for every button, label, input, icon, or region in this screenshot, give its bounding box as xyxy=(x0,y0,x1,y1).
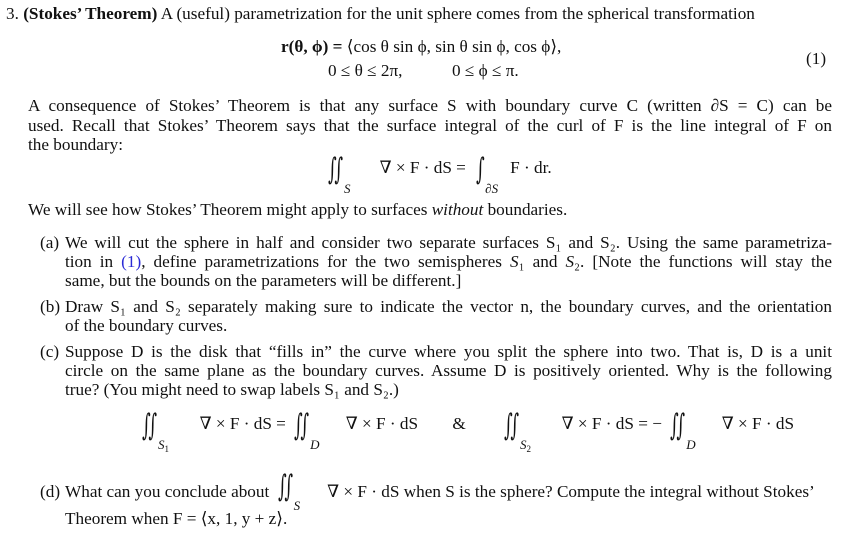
sub-d: D xyxy=(686,436,696,452)
double-integral-symbol: ∫∫ D xyxy=(294,407,320,452)
paragraph-line-2 xyxy=(28,116,832,135)
equation-1-rhs: ⟨cos θ sin ϕ, sin θ sin ϕ, cos ϕ⟩, xyxy=(346,37,562,56)
sub-s1: $S_1$ xyxy=(158,436,169,454)
double-integral-symbol: ∫∫ $S_2$ xyxy=(504,407,532,454)
part-a-line-1 xyxy=(65,233,832,252)
problem-title: (Stokes’ Theorem) xyxy=(23,4,158,23)
double-integral-symbol: ∫∫ $S_1$ xyxy=(142,407,169,454)
equation-1-lhs: r(θ, ϕ) = xyxy=(281,37,343,56)
double-integral-symbol: ∫∫ S xyxy=(328,151,351,196)
part-c-line-2 xyxy=(65,361,832,380)
part-c-line-1-text: Suppose D is the disk that “fills in” the curve where you split the sphere into two. That is, D is a unit xyxy=(65,342,832,361)
part-c-eq-right2: ∇ × F · dS xyxy=(721,414,795,433)
stokes-integrand-right: F · dr. xyxy=(510,158,552,177)
part-a-line-2 xyxy=(65,252,832,271)
part-c-eq-left2: ∇ × F · dS = − xyxy=(561,414,662,433)
stokes-integrand-left: ∇ × F · dS = xyxy=(379,158,466,177)
part-d-before: What can you conclude about xyxy=(65,482,270,501)
equation-reference-link[interactable]: (1) xyxy=(121,252,142,271)
lead-in-emphasis: without xyxy=(431,200,484,219)
double-integral-symbol: ∫∫ D xyxy=(670,407,696,452)
part-c-label: (c) xyxy=(40,342,60,361)
part-c-line-3: true? (You might need to swap labels S₁ and S₂.) xyxy=(65,380,399,399)
part-b-line-2: of the boundary curves. xyxy=(65,316,228,335)
paragraph-line-3: the boundary: xyxy=(28,135,123,154)
part-a-line-1-text: We will cut the sphere in half and consider two separate surfaces S₁ and S₂. Using the same parametriza- xyxy=(65,233,832,252)
part-d-line-1 xyxy=(65,468,815,513)
part-b-line-1 xyxy=(65,297,832,316)
paragraph-line-1-text: A consequence of Stokes’ Theorem is that any surface S with boundary curve C (written ∂S = C) can be xyxy=(28,96,832,115)
part-b-label: (b) xyxy=(40,297,61,316)
part-a-line-3: same, but the bounds on the parameters will be different.] xyxy=(65,271,462,290)
part-c-line-2-text: circle on the same plane as the boundary curves. Assume D is positively oriented. Why is the following xyxy=(65,361,832,380)
part-d-integrand: ∇ × F · dS xyxy=(327,482,400,501)
lead-in-before: We will see how Stokes’ Theorem might apply to surfaces xyxy=(28,200,428,219)
sub-d: D xyxy=(310,436,320,452)
part-d-label: (d) xyxy=(40,482,61,501)
part-d-line-2: Theorem when F = ⟨x, 1, y + z⟩. xyxy=(65,509,288,528)
lead-in xyxy=(28,200,567,219)
part-a-line-2-text: tion in (1), define parametrizations for the two semispheres S₁ and S₂. [Note the functions will stay the xyxy=(65,252,833,271)
lead-in-after: boundaries. xyxy=(487,200,568,219)
paragraph-line-2-text: used. Recall that Stokes’ Theorem says that the surface integral of the curl of F is the line integral of F on xyxy=(28,116,832,135)
ampersand: & xyxy=(452,414,466,433)
stokes-sub-left: S xyxy=(344,180,351,196)
part-c-eq-right1: ∇ × F · dS xyxy=(345,414,419,433)
equation-1-bound-theta: 0 ≤ θ ≤ 2π, xyxy=(328,61,403,80)
stokes-sub-right: ∂S xyxy=(485,180,499,196)
problem-header xyxy=(6,4,755,23)
line-integral-symbol: ∫ ∂S xyxy=(476,151,499,196)
equation-1-line1 xyxy=(281,37,561,56)
paragraph-line-1 xyxy=(28,96,832,115)
equation-1-tag: (1) xyxy=(806,49,827,68)
stokes-equation xyxy=(328,151,552,198)
sub-s: S xyxy=(293,497,301,513)
part-c-eq-left1: ∇ × F · dS = xyxy=(199,414,286,433)
part-c-equation xyxy=(142,407,795,458)
problem-intro: A (useful) parametrization for the unit sphere comes from the spherical transformation xyxy=(160,4,755,23)
part-c-line-1 xyxy=(65,342,832,361)
sub-s2: $S_2$ xyxy=(520,436,532,454)
part-b-line-1-text: Draw S₁ and S₂ separately making sure to indicate the vector n, the boundary curves, and the orientation xyxy=(65,297,832,316)
double-integral-symbol: ∫∫ S xyxy=(277,468,301,513)
part-a-label: (a) xyxy=(40,233,60,252)
problem-number: 3. xyxy=(6,4,19,23)
equation-1-bound-phi: 0 ≤ ϕ ≤ π. xyxy=(452,61,519,80)
part-d-after: when S is the sphere? Compute the integral without Stokes’ xyxy=(403,482,815,501)
